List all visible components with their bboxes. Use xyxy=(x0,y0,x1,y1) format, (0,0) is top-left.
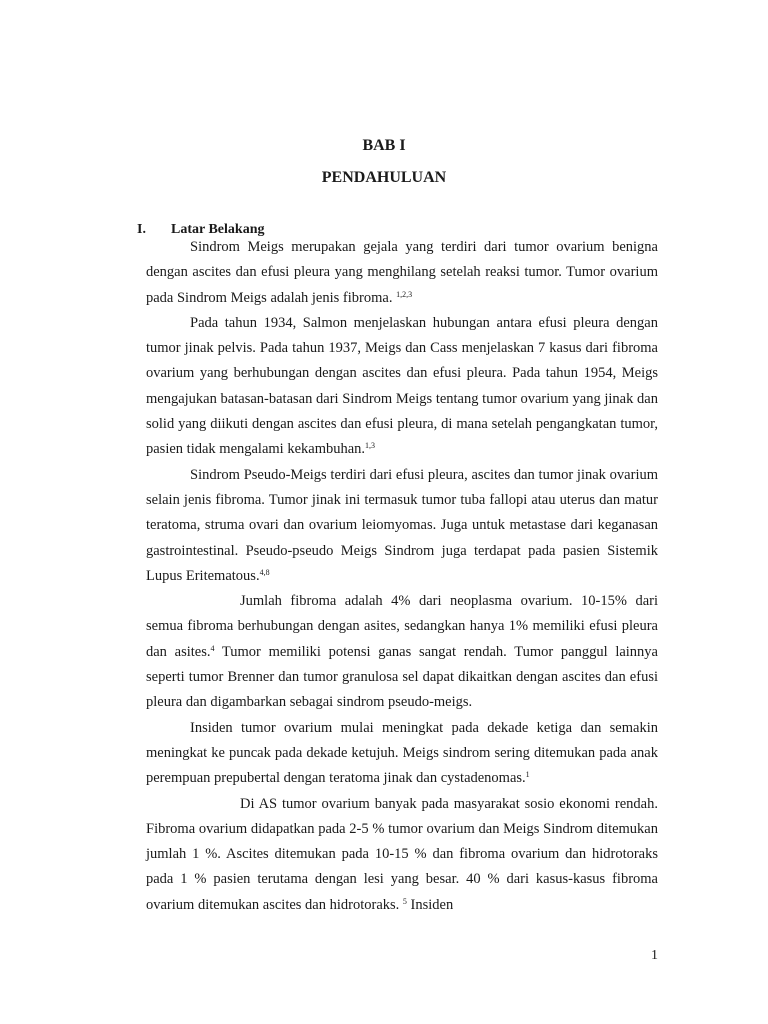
paragraph-text: Sindrom Pseudo-Meigs terdiri dari efusi pleura, ascites dan tumor jinak ovarium selain jenis fibroma. Tumor jinak ini termasuk tumor tuba fallopi atau uterus dan matur teratoma, struma ovari dan ovarium leiomyomas. Juga untuk metastase dari keganasan gastrointestinal. Pseudo-pseudo Meigs Sindrom juga terdapat pada pasien Sistemik Lupus Eritematous. xyxy=(146,466,658,584)
paragraph xyxy=(146,792,658,918)
section-number: I. xyxy=(137,222,146,237)
body-text xyxy=(146,235,658,918)
citation-ref: 1 xyxy=(525,770,530,780)
citation-ref: 1,2,3 xyxy=(396,289,413,299)
paragraph-text: Sindrom Meigs merupakan gejala yang terdiri dari tumor ovarium benigna dengan ascites dan efusi pleura yang menghilang setelah reaksi tumor. Tumor ovarium pada Sindrom Meigs adalah jenis fibroma. xyxy=(146,239,658,306)
citation-ref: 4,8 xyxy=(259,567,270,577)
citation-ref: 5 xyxy=(402,896,407,906)
paragraph xyxy=(146,589,658,715)
paragraph xyxy=(146,235,658,311)
paragraph xyxy=(146,716,658,792)
chapter-title: PENDAHULUAN xyxy=(321,169,447,186)
citation-ref: 4 xyxy=(210,643,215,653)
paragraph-text-tail: Tumor memiliki potensi ganas sangat rendah. Tumor panggul lainnya seperti tumor Brenner dan tumor granulosa sel dapat dikaitkan dengan ascites dan efusi pleura dan digambarkan sebagai sindrom pseudo-meigs. xyxy=(146,643,658,711)
paragraph-text-tail: Insiden xyxy=(406,896,454,913)
page-number: 1 xyxy=(651,948,658,963)
paragraph xyxy=(146,311,658,463)
section-title: Latar Belakang xyxy=(171,222,265,237)
paragraph-text: Insiden tumor ovarium mulai meningkat pada dekade ketiga dan semakin meningkat ke puncak pada dekade ketujuh. Meigs sindrom sering ditemukan pada anak perempuan prepubertal dengan teratoma jinak dan cystadenomas. xyxy=(146,719,658,787)
chapter-number: BAB I xyxy=(362,137,406,154)
paragraph xyxy=(146,463,658,589)
paragraph-text: Di AS tumor ovarium banyak pada masyarakat sosio ekonomi rendah. Fibroma ovarium didapatkan pada 2-5 % tumor ovarium dan Meigs Sindrom ditemukan jumlah 1 %. Ascites ditemukan pada 10-15 % dan fibroma ovarium dan hidrotoraks pada 1 % pasien terutama dengan lesi yang besar. 40 % dari kasus-kasus fibroma ovarium ditemukan ascites dan hidrotoraks. xyxy=(146,795,658,913)
paragraph-text: Jumlah fibroma adalah 4% dari neoplasma ovarium. 10-15% dari semua fibroma berhubungan dengan asites, sedangkan hanya 1% memiliki efusi pleura dan asites. xyxy=(146,593,658,660)
paragraph-text: Pada tahun 1934, Salmon menjelaskan hubungan antara efusi pleura dengan tumor jinak pelvis. Pada tahun 1937, Meigs dan Cass menjelaskan 7 kasus dari fibroma ovarium yang berhubungan dengan ascites dan efusi pleura. Pada tahun 1954, Meigs mengajukan batasan-batasan dari Sindrom Meigs tentang tumor ovarium yang jinak dan solid yang diikuti dengan ascites dan efusi pleura, di mana setelah pengangkatan tumor, pasien tidak mengalami kekambuhan. xyxy=(146,314,658,458)
citation-ref: 1,3 xyxy=(365,441,376,451)
